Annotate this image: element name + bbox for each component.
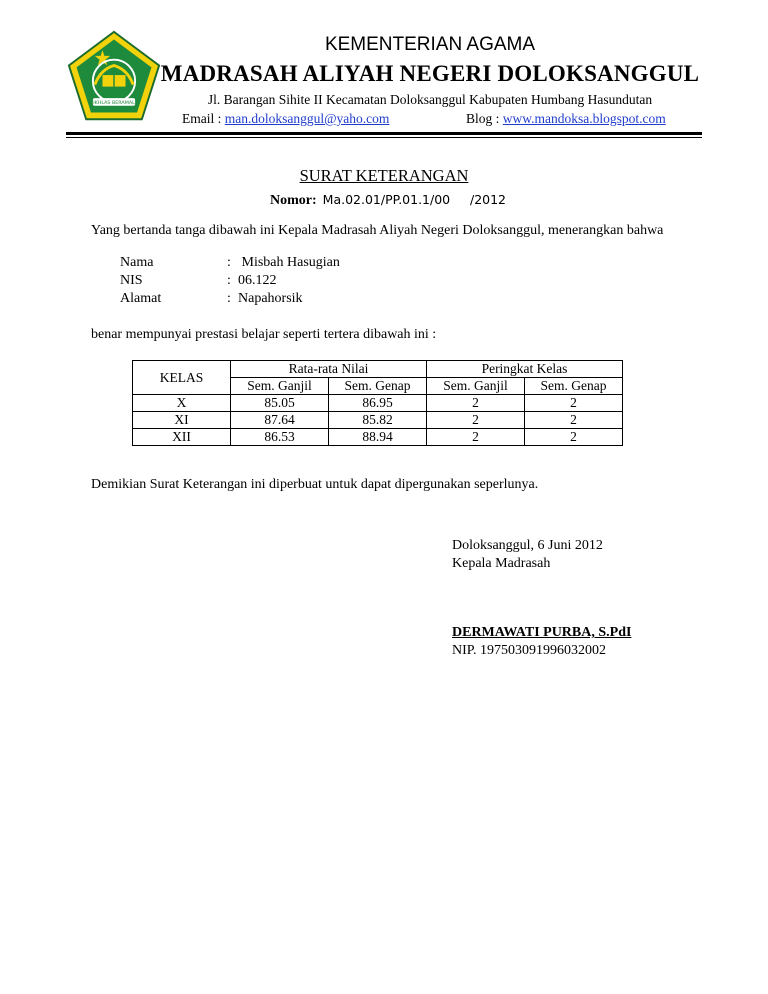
table-row [133, 412, 623, 429]
header-rank-genap: Sem. Genap [525, 378, 623, 395]
blog-link[interactable]: www.mandoksa.blogspot.com [502, 111, 666, 126]
cell-nilai-genap: 85.82 [329, 412, 427, 429]
field-label-alamat: Alamat [120, 291, 162, 306]
signer-nip: NIP. 197503091996032002 [452, 643, 607, 658]
grades-table [132, 360, 623, 446]
signer-role: Kepala Madrasah [452, 556, 551, 571]
email-line [182, 111, 389, 127]
ministry-logo [66, 29, 162, 125]
nomor-label: Nomor: [270, 193, 317, 208]
header-nilai-genap: Sem. Genap [329, 378, 427, 395]
header-rata-rata-nilai: Rata-rata Nilai [231, 361, 427, 378]
cell-nilai-ganjil: 87.64 [231, 412, 329, 429]
intro-paragraph: Yang bertanda tanga dibawah ini Kepala Madrasah Aliyah Negeri Doloksanggul, menerangkan bahwa [91, 223, 664, 238]
cell-rank-ganjil: 2 [427, 429, 525, 446]
cell-rank-genap: 2 [525, 429, 623, 446]
field-colon: : [227, 255, 231, 270]
cell-rank-ganjil: 2 [427, 395, 525, 412]
header-rule-thin [66, 137, 702, 138]
email-label: Email : [182, 111, 222, 126]
signer-name: DERMAWATI PURBA, S.PdI [452, 625, 632, 640]
field-value-alamat: Napahorsik [238, 291, 303, 306]
nomor-value: Ma.02.01/PP.01.1/00 /2012 [322, 192, 507, 207]
header-rule-thick [66, 132, 702, 135]
cell-nilai-genap: 86.95 [329, 395, 427, 412]
table-row [133, 395, 623, 412]
table-row [133, 429, 623, 446]
email-link[interactable]: man.doloksanggul@yaho.com [224, 111, 390, 126]
field-colon: : [227, 291, 231, 306]
header-peringkat-kelas: Peringkat Kelas [427, 361, 623, 378]
header-rank-ganjil: Sem. Ganjil [427, 378, 525, 395]
cell-rank-genap: 2 [525, 395, 623, 412]
place-date: Doloksanggul, 6 Juni 2012 [452, 538, 603, 553]
field-value-nis: 06.122 [238, 273, 277, 288]
cell-rank-genap: 2 [525, 412, 623, 429]
header-nilai-ganjil: Sem. Ganjil [231, 378, 329, 395]
closing-paragraph: Demikian Surat Keterangan ini diperbuat untuk dapat dipergunakan seperlunya. [91, 477, 539, 492]
header-kelas: KELAS [133, 361, 231, 395]
blog-line [466, 111, 666, 127]
field-label-nama: Nama [120, 255, 154, 270]
cell-nilai-ganjil: 86.53 [231, 429, 329, 446]
cell-kelas: XI [133, 412, 231, 429]
ministry-name: KEMENTERIAN AGAMA [324, 34, 536, 55]
field-colon: : [227, 273, 231, 288]
letter-number [270, 192, 506, 209]
cell-kelas: XII [133, 429, 231, 446]
cell-nilai-ganjil: 85.05 [231, 395, 329, 412]
cell-nilai-genap: 88.94 [329, 429, 427, 446]
cell-rank-ganjil: 2 [427, 412, 525, 429]
field-value-nama: Misbah Hasugian [238, 255, 340, 270]
field-label-nis: NIS [120, 273, 143, 288]
blog-label: Blog : [466, 111, 500, 126]
lead-paragraph: benar mempunyai prestasi belajar seperti tertera dibawah ini : [91, 327, 437, 342]
letter-title: SURAT KETERANGAN [299, 166, 469, 185]
cell-kelas: X [133, 395, 231, 412]
school-address: Jl. Barangan Sihite II Kecamatan Doloksanggul Kabupaten Humbang Hasundutan [207, 92, 653, 107]
school-name: MADRASAH ALIYAH NEGERI DOLOKSANGGUL [160, 61, 700, 86]
svg-text:IKHLAS BERAMAL: IKHLAS BERAMAL [93, 100, 135, 106]
